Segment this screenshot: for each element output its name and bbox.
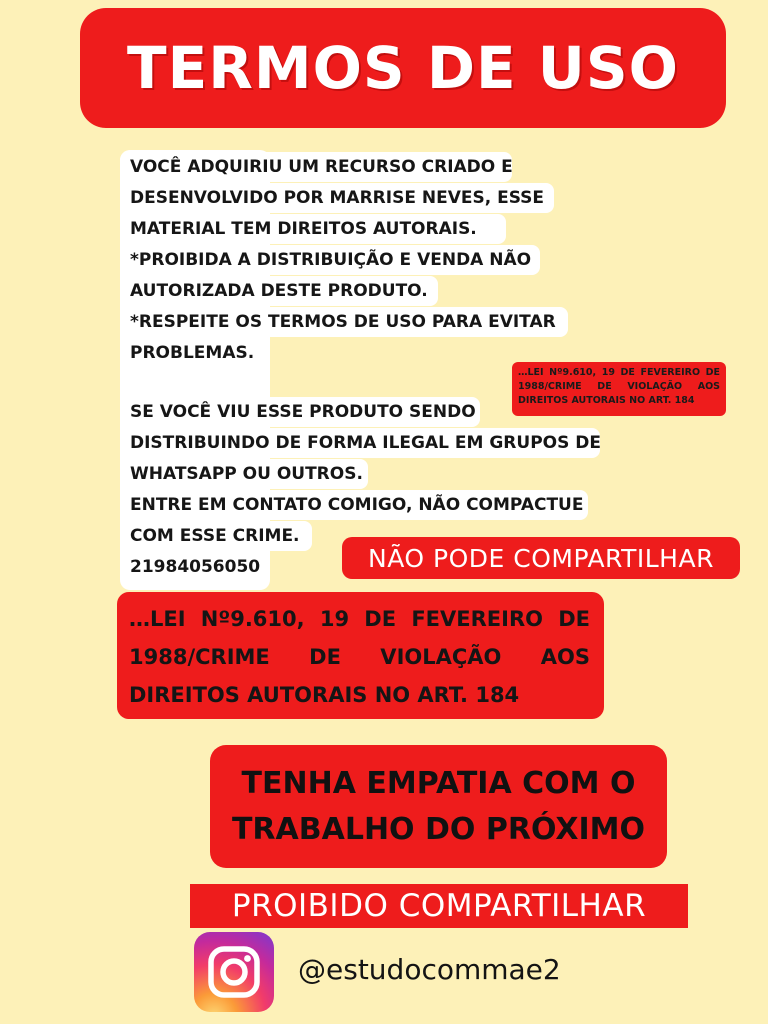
law-line: …LEI Nº9.610, 19 DE FEVEREIRO DE <box>129 607 590 631</box>
empathy-line: TRABALHO DO PRÓXIMO <box>231 811 646 847</box>
title-banner <box>80 8 726 128</box>
no-share-label: NÃO PODE COMPARTILHAR <box>342 537 740 579</box>
empathy-box <box>210 745 667 868</box>
instagram-icon <box>194 932 274 1012</box>
instagram-glyph <box>194 932 274 1012</box>
report-line: COM ESSE CRIME. <box>120 521 312 551</box>
report-line: WHATSAPP OU OUTROS. <box>120 459 368 489</box>
phone-number: 21984056050 <box>120 552 270 582</box>
law-box <box>117 592 604 719</box>
terms-line: PROBLEMAS. <box>120 338 270 368</box>
terms-line: MATERIAL TEM DIREITOS AUTORAIS. <box>120 214 506 244</box>
empathy-line: TENHA EMPATIA COM O <box>241 765 636 801</box>
terms-line: *RESPEITE OS TERMOS DE USO PARA EVITAR <box>120 307 568 337</box>
law-line: DIREITOS AUTORAIS NO ART. 184 <box>129 683 520 707</box>
law-note-small: …LEI Nº9.610, 19 DE FEVEREIRO DE 1988/CRIME DE VIOLAÇÃO AOS DIREITOS AUTORAIS NO ART. 184 <box>512 362 726 416</box>
terms-line: AUTORIZADA DESTE PRODUTO. <box>120 276 438 306</box>
instagram-handle[interactable]: @estudocommae2 <box>298 953 561 986</box>
terms-line: DESENVOLVIDO POR MARRISE NEVES, ESSE <box>120 183 554 213</box>
report-line: SE VOCÊ VIU ESSE PRODUTO SENDO <box>120 397 480 427</box>
page-title: TERMOS DE USO <box>127 34 679 102</box>
terms-line: VOCÊ ADQUIRIU UM RECURSO CRIADO E <box>120 152 512 182</box>
law-line: 1988/CRIME DE VIOLAÇÃO AOS <box>129 645 590 669</box>
report-line: ENTRE EM CONTATO COMIGO, NÃO COMPACTUE <box>120 490 588 520</box>
terms-line: *PROIBIDA A DISTRIBUIÇÃO E VENDA NÃO <box>120 245 540 275</box>
prohibited-banner: PROIBIDO COMPARTILHAR <box>190 884 688 928</box>
report-line: DISTRIBUINDO DE FORMA ILEGAL EM GRUPOS DE <box>120 428 600 458</box>
